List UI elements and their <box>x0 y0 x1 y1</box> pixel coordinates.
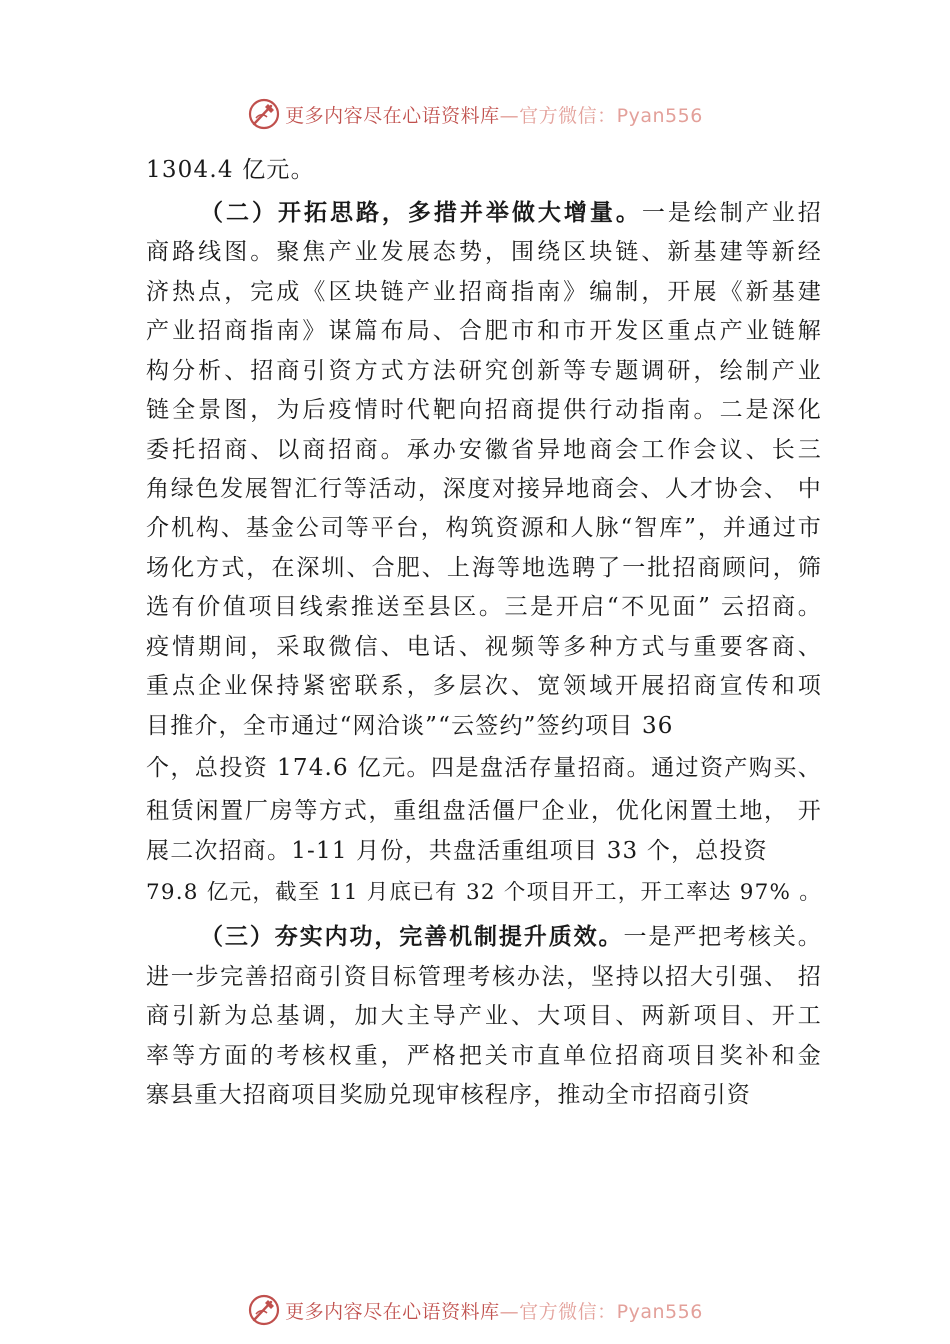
text-line: 委托招商、以商招商。承办安徽省异地商会工作会议、长三 <box>146 437 822 463</box>
text-line: 1304.4 亿元。 <box>146 157 315 183</box>
banner-wechat: —官方微信：Pyan556 <box>499 104 703 127</box>
text-line: （三）夯实内功，完善机制提升质效。一是严把考核关。 <box>200 923 822 950</box>
section-heading: （二）开拓思路，多措并举做大增量。 <box>200 199 642 226</box>
text-line: 疫情期间，采取微信、电话、视频等多种方式与重要客商、 <box>146 634 822 660</box>
footer-banner <box>0 1290 950 1330</box>
text-line: 构分析、招商引资方式方法研究创新等专题调研，绘制产业 <box>146 358 822 384</box>
section-heading: （三）夯实内功，完善机制提升质效。 <box>200 923 624 950</box>
brand-logo-icon <box>247 97 281 131</box>
text-line: 链全景图，为后疫情时代靶向招商提供行动指南。二是深化 <box>146 397 822 423</box>
text-line: 展二次招商。1-11 月份，共盘活重组项目 33 个，总投资 <box>146 838 768 864</box>
text-line: 79.8 亿元，截至 11 月底已有 32 个项目开工，开工率达 97% 。 <box>146 880 822 905</box>
text-line: 租赁闲置厂房等方式，重组盘活僵尸企业，优化闲置土地， 开 <box>146 798 822 824</box>
text-line: 寨县重大招商项目奖励兑现审核程序，推动全市招商引资 <box>146 1082 751 1108</box>
text-line: 选有价值项目线索推送至县区。三是开启“不见面” 云招商。 <box>146 594 822 620</box>
banner-site-name: 更多内容尽在心语资料库 <box>285 1300 500 1323</box>
text-line: 产业招商指南》谋篇布局、合肥市和市开发区重点产业链解 <box>146 318 822 344</box>
text-line: 济热点，完成《区块链产业招商指南》编制，开展《新基建 <box>146 279 822 305</box>
text-line: 商引新为总基调，加大主导产业、大项目、两新项目、开工 <box>146 1003 822 1029</box>
text-line: 个，总投资 174.6 亿元。四是盘活存量招商。通过资产购买、 <box>146 755 822 781</box>
text-line: 场化方式，在深圳、合肥、上海等地选聘了一批招商顾问，筛 <box>146 555 822 581</box>
text-line: 重点企业保持紧密联系，多层次、宽领域开展招商宣传和项 <box>146 673 822 699</box>
text-line: 商路线图。聚焦产业发展态势，围绕区块链、新基建等新经 <box>146 239 822 265</box>
text-line: 率等方面的考核权重，严格把关市直单位招商项目奖补和金 <box>146 1043 822 1069</box>
text-line: 角绿色发展智汇行等活动，深度对接异地商会、人才协会、 中 <box>146 476 822 502</box>
header-banner <box>0 94 950 134</box>
text-line: 进一步完善招商引资目标管理考核办法，坚持以招大引强、 招 <box>146 964 822 990</box>
brand-logo-icon <box>247 1293 281 1327</box>
banner-site-name: 更多内容尽在心语资料库 <box>285 104 500 127</box>
text-line: 目推介，全市通过“网洽谈”“云签约”签约项目 36 <box>146 713 674 739</box>
text-line: 介机构、基金公司等平台，构筑资源和人脉“智库”，并通过市 <box>146 515 822 541</box>
banner-wechat: —官方微信：Pyan556 <box>499 1300 703 1323</box>
text-line: （二）开拓思路，多措并举做大增量。一是绘制产业招 <box>200 199 822 226</box>
